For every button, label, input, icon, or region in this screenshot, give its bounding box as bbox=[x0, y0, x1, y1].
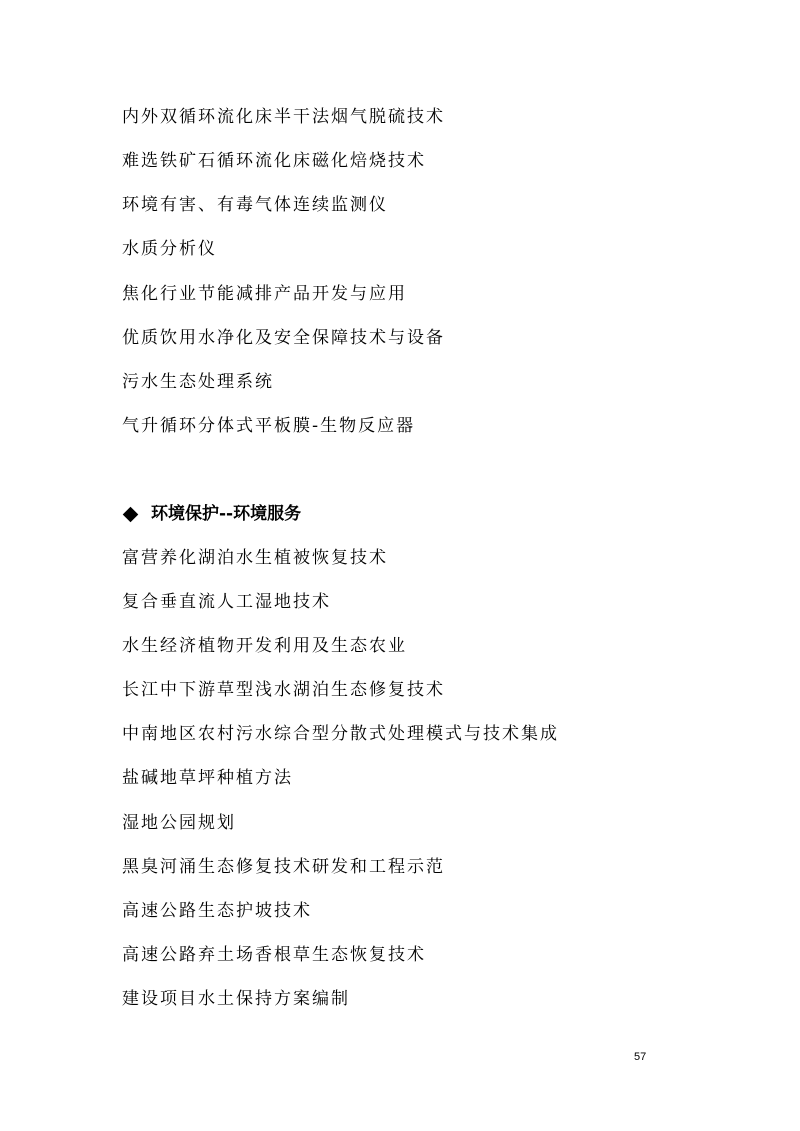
list-item: 黑臭河涌生态修复技术研发和工程示范 bbox=[122, 857, 445, 877]
list-item: 高速公路生态护坡技术 bbox=[122, 901, 312, 921]
list-item: 湿地公园规划 bbox=[122, 813, 236, 833]
list-item: 高速公路弃土场香根草生态恢复技术 bbox=[122, 945, 426, 965]
list-item: 盐碱地草坪种植方法 bbox=[122, 768, 293, 788]
diamond-bullet-icon bbox=[123, 506, 139, 522]
list-item: 富营养化湖泊水生植被恢复技术 bbox=[122, 548, 388, 568]
list-item: 环境有害、有毒气体连续监测仪 bbox=[122, 195, 388, 215]
section-heading-text: 环境保护--环境服务 bbox=[151, 504, 302, 524]
list-item: 污水生态处理系统 bbox=[122, 372, 274, 392]
list-item: 内外双循环流化床半干法烟气脱硫技术 bbox=[122, 107, 445, 127]
list-item: 水质分析仪 bbox=[122, 239, 217, 259]
list-item: 长江中下游草型浅水湖泊生态修复技术 bbox=[122, 680, 445, 700]
list-item: 水生经济植物开发利用及生态农业 bbox=[122, 636, 407, 656]
list-item: 焦化行业节能减排产品开发与应用 bbox=[122, 284, 407, 304]
list-item: 气升循环分体式平板膜-生物反应器 bbox=[122, 416, 416, 436]
section-heading bbox=[122, 502, 301, 526]
list-item: 复合垂直流人工湿地技术 bbox=[122, 592, 331, 612]
list-item: 建设项目水土保持方案编制 bbox=[122, 989, 350, 1009]
list-item: 优质饮用水净化及安全保障技术与设备 bbox=[122, 328, 445, 348]
list-item: 中南地区农村污水综合型分散式处理模式与技术集成 bbox=[122, 724, 559, 744]
page-number: 57 bbox=[634, 1051, 647, 1063]
list-item: 难选铁矿石循环流化床磁化焙烧技术 bbox=[122, 151, 426, 171]
